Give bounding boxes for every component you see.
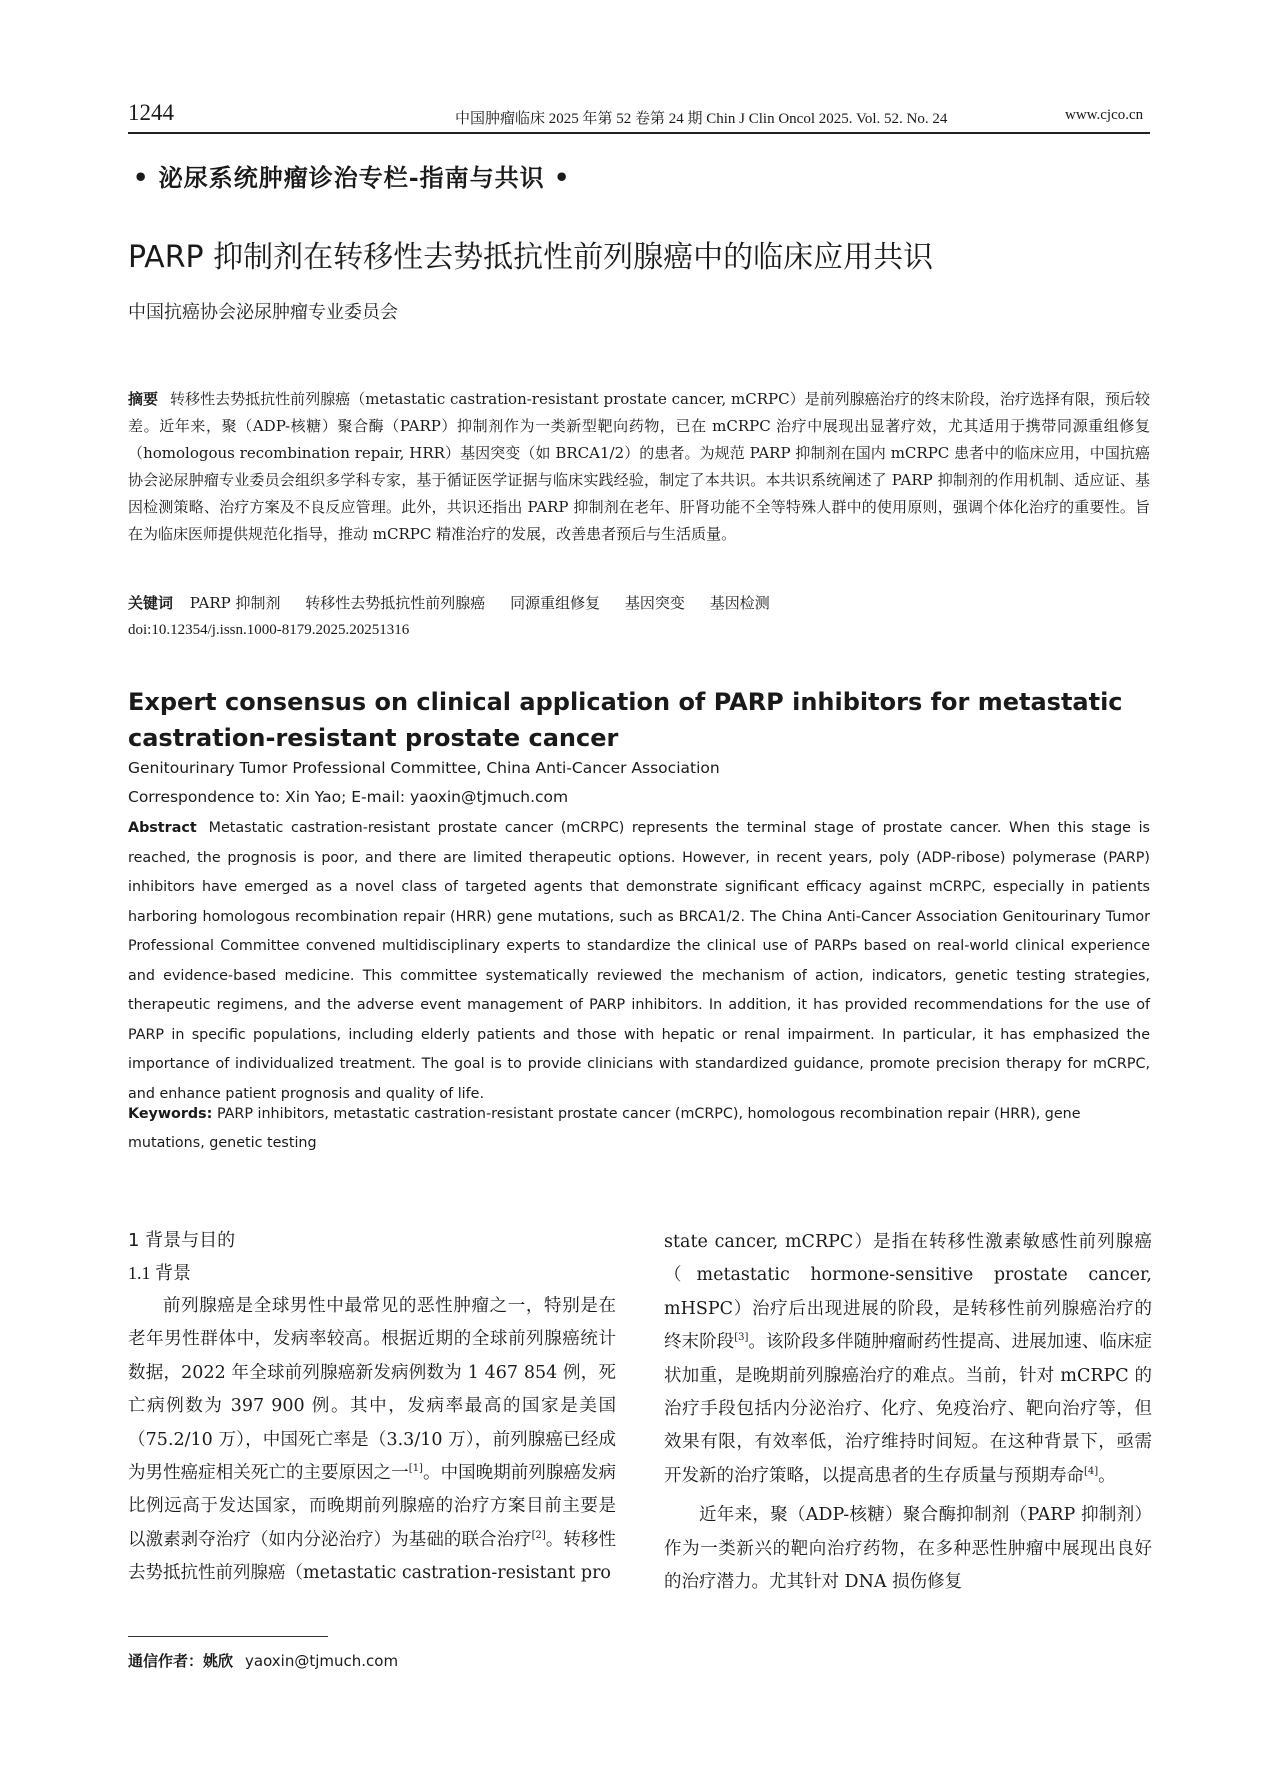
keywords-en-label: Keywords: [128,1106,213,1122]
abstract-cn [128,386,1150,548]
footnote-email[interactable]: yaoxin@tjmuch.com [245,1652,399,1670]
footnote [128,1650,398,1671]
correspondence-en: Correspondence to: Xin Yao; E-mail: yaoxin@tjmuch.com [128,788,569,806]
para-text: state cancer, mCRPC）是指在转移性激素敏感性前列腺癌（metastatic hormone-sensitive prostate cancer, mHSPC）治疗后出现进展的阶段，是转移性前列腺癌治疗的终末阶段 [664,1232,1152,1353]
author-cn: 中国抗癌协会泌尿肿瘤专业委员会 [128,302,398,323]
body-column-right [664,1226,1152,1599]
keywords-en-text: PARP inhibitors, metastatic castration-resistant prostate cancer (mCRPC), homologous recombination repair (HRR), gene mutations, genetic testing [128,1106,1081,1151]
journal-website[interactable]: www.cjco.cn [1065,107,1144,123]
title-cn: PARP 抑制剂在转移性去势抵抗性前列腺癌中的临床应用共识 [128,240,934,275]
keyword-cn: PARP 抑制剂 [189,594,281,612]
abstract-en-text: Metastatic castration-resistant prostate cancer (mCRPC) represents the terminal stage of prostate cancer. When this stage is reached, the prognosis is poor, and there are limited therapeutic options. However, in recent years, poly (ADP-ribose) polymerase (PARP) inhibitors have emerged as a novel class of targeted agents that demonstrate significant efficacy against mCRPC, especially in patients harboring homologous recombination repair (HRR) gene mutations, such as BRCA1/2. The China Anti-Cancer Association Genitourinary Tumor Professional Committee convened multidisciplinary experts to standardize the clinical use of PARPs based on real-world clinical experience and evidence-based medicine. This committee systematically reviewed the mechanism of action, indicators, genetic testing strategies, therapeutic regimens, and the adverse event management of PARP inhibitors. In addition, it has provided recommendations for the use of PARP in specific populations, including elderly patients and those with hepatic or renal impairment. In particular, it has emphasized the importance of individualized treatment. The goal is to provide clinicians with standardized guidance, promote precision therapy for mCRPC, and enhance patient prognosis and quality of life. [128,820,1150,1102]
keyword-cn: 转移性去势抵抗性前列腺癌 [305,594,486,612]
keywords-cn-label: 关键词 [128,594,174,612]
keyword-cn: 基因检测 [709,594,770,612]
journal-info: 中国肿瘤临床 2025 年第 52 卷第 24 期 Chin J Clin Oncol 2025. Vol. 52. No. 24 [455,111,948,127]
abstract-cn-text: 转移性去势抵抗性前列腺癌（metastatic castration-resistant prostate cancer, mCRPC）是前列腺癌治疗的终末阶段，治疗选择有限，预后较差。近年来，聚（ADP-核糖）聚合酶（PARP）抑制剂作为一类新型靶向药物，已在 mCRPC 治疗中展现出显著疗效，尤其适用于携带同源重组修复（homologous recombination repair, HRR）基因突变（如 BRCA1/2）的患者。为规范 PARP 抑制剂在国内 mCRPC 患者中的临床应用，中国抗癌协会泌尿肿瘤专业委员会组织多学科专家，基于循证医学证据与临床实践经验，制定了本共识。本共识系统阐述了 PARP 抑制剂的作用机制、适应证、基因检测策略、治疗方案及不良反应管理。此外，共识还指出 PARP 抑制剂在老年、肝肾功能不全等特殊人群中的使用原则，强调个体化治疗的重要性。旨在为临床医师提供规范化指导，推动 mCRPC 精准治疗的发展，改善患者预后与生活质量。 [128,390,1150,543]
keyword-cn: 同源重组修复 [510,594,601,612]
header-rule [128,132,1150,134]
section-heading: 1 背景与目的 [128,1230,236,1251]
para-text: 前列腺癌是全球男性中最常见的恶性肿瘤之一，特别是在老年男性群体中，发病率较高。根据近期的全球前列腺癌统计数据，2022 年全球前列腺癌新发病例数为 1 467 854 例，死亡病例数为 397 900 例。其中，发病率最高的国家是美国（75.2/10 万），中国死亡率是（3.3/10 万），前列腺癌已经成为男性癌症相关死亡的主要原因之一 [128,1296,616,1484]
body-column-left [128,1224,616,1591]
abstract-en-label: Abstract [128,820,197,836]
keywords-cn [128,592,790,613]
body-paragraph: 近年来，聚（ADP-核糖）聚合酶抑制剂（PARP 抑制剂）作为一类新兴的靶向治疗药物，在多种恶性肿瘤中展现出良好的治疗潜力。尤其针对 DNA 损伤修复 [664,1505,1152,1593]
abstract-cn-label: 摘要 [128,390,159,408]
para-text: 。中国晚期前列腺癌发病比例远高于发达国家，而晚期前列腺癌的治疗方案目前主要是以激素剥夺治疗（如内分泌治疗）为基础的联合治疗 [128,1463,617,1550]
subsection-heading: 1.1 背景 [128,1263,191,1283]
keywords-en [128,1100,1150,1158]
footnote-rule [128,1636,328,1637]
keyword-cn: 基因突变 [624,594,685,612]
title-en: Expert consensus on clinical application of PARP inhibitors for metastatic castration-resistant prostate cancer [128,688,1123,752]
para-text: 。 [1098,1465,1116,1486]
citation-ref[interactable]: [2] [531,1530,546,1542]
footnote-label: 通信作者：姚欣 [128,1652,234,1670]
abstract-en [128,814,1150,1109]
para-text: 。该阶段多伴随肿瘤耐药性提高、进展加速、临床症状加重，是晚期前列腺癌治疗的难点。当前，针对 mCRPC 的治疗手段包括内分泌治疗、化疗、免疫治疗、靶向治疗等，但效果有限，有效率低，治疗维持时间短。在这种背景下，亟需开发新的治疗策略，以提高患者的生存质量与预期寿命 [664,1332,1153,1486]
citation-ref[interactable]: [4] [1084,1466,1099,1478]
citation-ref[interactable]: [3] [734,1332,749,1344]
column-tag: • 泌尿系统肿瘤诊治专栏-指南与共识 • [133,163,571,192]
citation-ref[interactable]: [1] [408,1463,423,1475]
body-paragraph [664,1226,1152,1493]
page-number: 1244 [128,100,174,125]
doi[interactable]: doi:10.12354/j.issn.1000-8179.2025.20251316 [128,622,410,638]
para-text: 。转移性去势抵抗性前列腺癌（metastatic castration-resistant pro [128,1529,617,1584]
affiliation-en: Genitourinary Tumor Professional Committee, China Anti-Cancer Association [128,759,720,777]
body-paragraph [128,1290,616,1591]
